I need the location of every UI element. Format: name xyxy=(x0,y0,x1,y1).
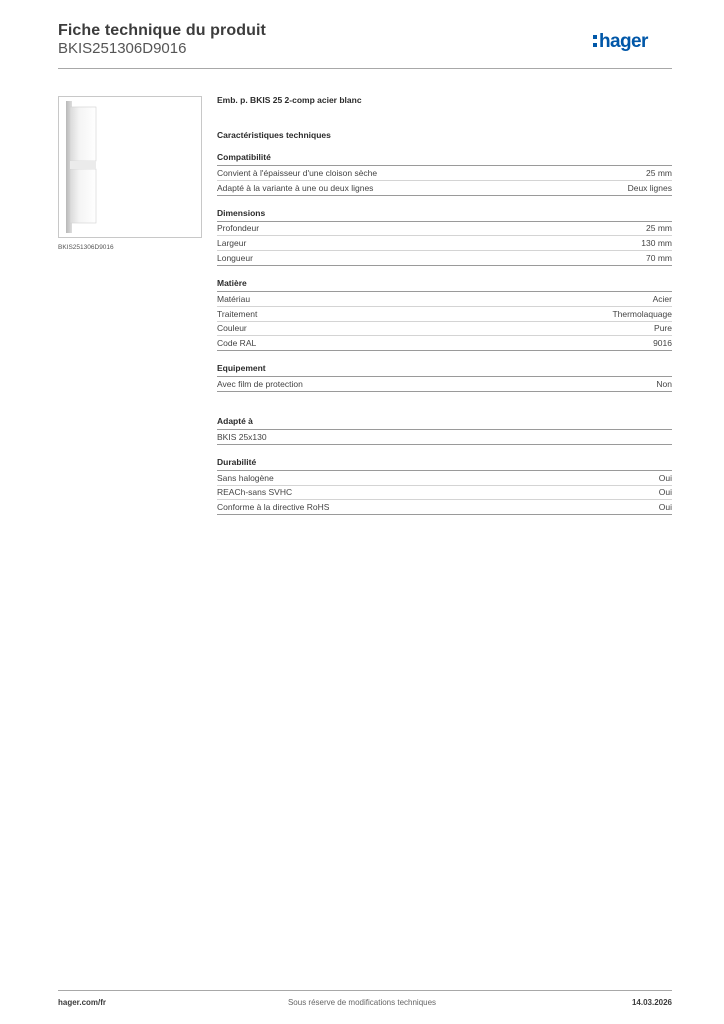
footer-website-link[interactable]: hager.com/fr xyxy=(58,998,107,1007)
product-reference: BKIS251306D9016 xyxy=(58,40,187,57)
footer-date: 14.03.2026 xyxy=(631,998,672,1007)
spec-row xyxy=(217,336,672,351)
spec-label: Couleur xyxy=(217,323,247,334)
spec-value: Non xyxy=(656,379,672,390)
spec-value: Acier xyxy=(652,293,672,304)
spec-value: 130 mm xyxy=(641,238,672,249)
spec-label: Longueur xyxy=(217,253,253,264)
spec-row xyxy=(217,377,672,392)
product-name: Emb. p. BKIS 25 2-comp acier blanc xyxy=(217,95,362,105)
spec-label: Avec film de protection xyxy=(217,379,303,390)
spec-label: Traitement xyxy=(217,308,258,319)
section-adapte-a xyxy=(217,416,672,445)
section-compatibilite xyxy=(217,152,672,196)
logo-text: hager xyxy=(599,31,648,52)
spec-row xyxy=(217,471,672,486)
spec-row xyxy=(217,292,672,307)
spec-value: Oui xyxy=(658,502,672,513)
spec-value: 25 mm xyxy=(646,223,672,234)
spec-row xyxy=(217,500,672,515)
section-title: Matière xyxy=(217,278,672,292)
footer-disclaimer: Sous réserve de modifications techniques xyxy=(287,998,437,1007)
specification-panel xyxy=(217,95,672,527)
product-image xyxy=(58,96,202,238)
spec-value: 70 mm xyxy=(646,253,672,264)
spec-row xyxy=(217,251,672,266)
hager-logo xyxy=(592,28,672,54)
spec-value: Oui xyxy=(658,472,672,483)
footer-divider xyxy=(58,990,672,991)
spec-value: 9016 xyxy=(653,338,672,349)
spec-label: Convient à l'épaisseur d'une cloison sèche xyxy=(217,167,378,178)
spec-row xyxy=(217,181,672,196)
spec-value: Oui xyxy=(658,487,672,498)
spec-row xyxy=(217,430,672,445)
spec-row xyxy=(217,307,672,322)
spec-label: Adapté à la variante à une ou deux lignes xyxy=(217,182,374,193)
spec-label: BKIS 25x130 xyxy=(217,431,267,442)
section-matiere xyxy=(217,278,672,351)
spec-label: Conforme à la directive RoHS xyxy=(217,502,330,513)
section-title: Adapté à xyxy=(217,416,672,430)
spec-value: Thermolaquage xyxy=(612,308,672,319)
spec-label: Profondeur xyxy=(217,223,260,234)
page-title: Fiche technique du produit xyxy=(58,22,266,39)
spec-label: Sans halogène xyxy=(217,472,274,483)
section-title: Durabilité xyxy=(217,457,672,471)
spec-label: Matériau xyxy=(217,293,251,304)
spec-value: Deux lignes xyxy=(627,182,672,193)
spec-value: 25 mm xyxy=(646,167,672,178)
spec-row xyxy=(217,486,672,501)
section-title: Equipement xyxy=(217,363,672,377)
spec-row xyxy=(217,236,672,251)
spec-row xyxy=(217,322,672,337)
header-divider xyxy=(58,68,672,69)
spec-row xyxy=(217,222,672,237)
section-title: Dimensions xyxy=(217,208,672,222)
section-equipement xyxy=(217,363,672,392)
section-durabilite xyxy=(217,457,672,515)
spec-value: Pure xyxy=(654,323,672,334)
spec-row xyxy=(217,166,672,181)
section-dimensions xyxy=(217,208,672,266)
spec-label: Largeur xyxy=(217,238,247,249)
product-image-caption: BKIS251306D9016 xyxy=(58,244,114,251)
section-title: Compatibilité xyxy=(217,152,672,166)
spec-label: REACh-sans SVHC xyxy=(217,487,293,498)
technical-characteristics-heading: Caractéristiques techniques xyxy=(217,130,331,140)
spec-label: Code RAL xyxy=(217,338,257,349)
product-illustration xyxy=(59,97,201,237)
